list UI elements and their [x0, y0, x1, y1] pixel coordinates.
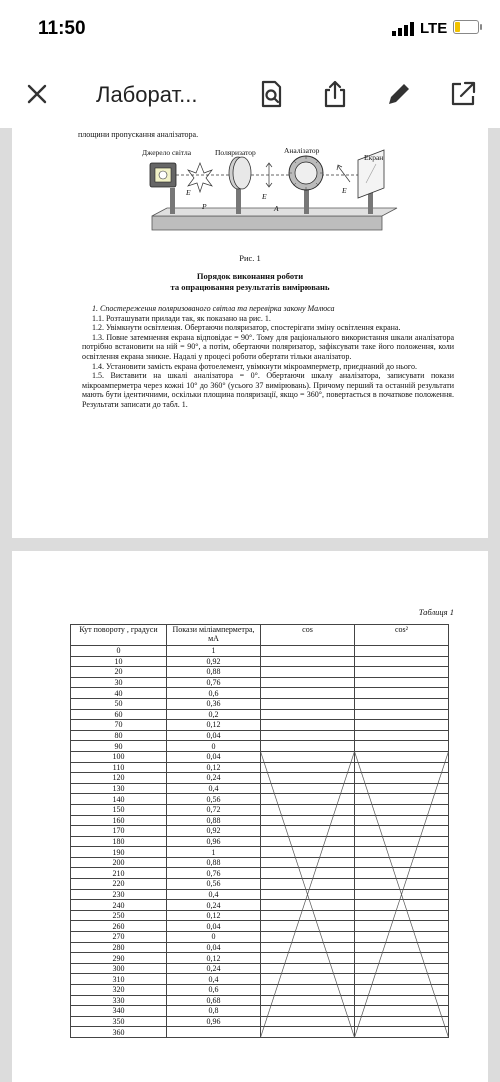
- table-row: [71, 656, 449, 667]
- cell-cos: [261, 868, 355, 879]
- cell-angle: 210: [71, 868, 167, 879]
- cell-cos2: [355, 709, 449, 720]
- table-row: [71, 720, 449, 731]
- para-3: 1.2. Увімкнути освітлення. Обертаючи поляризатор, спостерігати зміну освітлення екрана.: [92, 323, 401, 333]
- cell-current: 0,04: [167, 730, 261, 741]
- cell-cos2: [355, 698, 449, 709]
- label-a: A: [274, 204, 279, 213]
- cell-angle: 280: [71, 942, 167, 953]
- cell-angle: 180: [71, 836, 167, 847]
- cell-current: 0,04: [167, 751, 261, 762]
- cell-angle: 20: [71, 667, 167, 678]
- col-cos: cos: [261, 625, 355, 646]
- cell-cos: [261, 932, 355, 943]
- cell-cos: [261, 677, 355, 688]
- label-e2: E: [262, 192, 267, 201]
- cell-cos2: [355, 762, 449, 773]
- clock: 11:50: [38, 18, 86, 39]
- table-row: [71, 847, 449, 858]
- heading-line-2: та опрацювання результатів вимірювань: [170, 282, 330, 292]
- table-row: [71, 836, 449, 847]
- status-bar: [0, 0, 500, 62]
- cell-cos: [261, 879, 355, 890]
- cell-angle: 130: [71, 783, 167, 794]
- cell-cos: [261, 963, 355, 974]
- table-row: [71, 921, 449, 932]
- para-6: 1.5. Виставити на шкалі аналізатора = 0°. Обертаючи шкалу аналізатора, записувати покази мікроамперметра через кожні 10° до 360° (усього 37 вимірювань). Причому перший та останній результати мають бути ідентичними, оскільки площина поляризації, якщо = 360°, повертається в початкове положення. Результати записати до табл. 1.: [82, 371, 454, 409]
- table-row: [71, 783, 449, 794]
- table-row: [71, 995, 449, 1006]
- label-p: P: [202, 202, 207, 211]
- table-row: [71, 667, 449, 678]
- cell-current: 0,92: [167, 656, 261, 667]
- cell-angle: 40: [71, 688, 167, 699]
- cell-cos: [261, 942, 355, 953]
- cell-cos: [261, 783, 355, 794]
- table-row: [71, 826, 449, 837]
- label-e1: E: [186, 188, 191, 197]
- cell-cos: [261, 974, 355, 985]
- label-source: Джерело світла: [142, 148, 192, 157]
- cell-cos2: [355, 847, 449, 858]
- cell-cos2: [355, 836, 449, 847]
- table-row: [71, 698, 449, 709]
- cell-current: 0,24: [167, 773, 261, 784]
- table-row: [71, 762, 449, 773]
- cell-cos2: [355, 1027, 449, 1038]
- table-row: [71, 857, 449, 868]
- table-row: [71, 974, 449, 985]
- cell-current: 0,12: [167, 953, 261, 964]
- cell-cos2: [355, 656, 449, 667]
- cell-cos2: [355, 783, 449, 794]
- cell-cos: [261, 762, 355, 773]
- cell-current: 0,2: [167, 709, 261, 720]
- cell-cos: [261, 751, 355, 762]
- cell-current: 0,88: [167, 667, 261, 678]
- cell-cos: [261, 826, 355, 837]
- cell-current: 0,12: [167, 720, 261, 731]
- cell-cos2: [355, 889, 449, 900]
- measurement-table: [70, 624, 449, 1038]
- figure-caption: Рис. 1: [239, 253, 261, 263]
- cell-angle: 300: [71, 963, 167, 974]
- table-row: [71, 751, 449, 762]
- cell-cos2: [355, 751, 449, 762]
- cell-current: 0,24: [167, 900, 261, 911]
- cell-current: 0,12: [167, 762, 261, 773]
- cell-cos: [261, 698, 355, 709]
- cell-cos: [261, 1027, 355, 1038]
- cell-angle: 310: [71, 974, 167, 985]
- table-row: [71, 804, 449, 815]
- search-doc-icon[interactable]: [256, 79, 286, 109]
- cell-current: 1: [167, 646, 261, 657]
- cell-angle: 220: [71, 879, 167, 890]
- table-caption: Таблиця 1: [418, 607, 454, 617]
- cell-current: 0,56: [167, 794, 261, 805]
- table-row: [71, 985, 449, 996]
- cell-cos2: [355, 826, 449, 837]
- table-row: [71, 677, 449, 688]
- cell-cos: [261, 1006, 355, 1017]
- viewer-toolbar: [0, 62, 500, 129]
- cell-cos2: [355, 1006, 449, 1017]
- cell-current: 0,76: [167, 868, 261, 879]
- cell-cos: [261, 847, 355, 858]
- table-row: [71, 953, 449, 964]
- cut-caption: площини пропускання аналізатора.: [78, 130, 199, 139]
- cell-cos2: [355, 720, 449, 731]
- cell-angle: 340: [71, 1006, 167, 1017]
- cell-current: 0,88: [167, 857, 261, 868]
- cell-angle: 90: [71, 741, 167, 752]
- cell-cos2: [355, 985, 449, 996]
- cell-current: 0,4: [167, 974, 261, 985]
- signal-icon: [392, 22, 416, 36]
- cell-current: 0,12: [167, 910, 261, 921]
- cell-current: 0,96: [167, 836, 261, 847]
- table-row: [71, 709, 449, 720]
- cell-cos2: [355, 868, 449, 879]
- cell-current: 0,96: [167, 1016, 261, 1027]
- open-external-icon[interactable]: [448, 79, 478, 109]
- cell-angle: 140: [71, 794, 167, 805]
- cell-cos: [261, 741, 355, 752]
- cell-cos2: [355, 900, 449, 911]
- cell-angle: 160: [71, 815, 167, 826]
- table-row: [71, 1027, 449, 1038]
- label-polarizer: Поляризатор: [215, 148, 256, 157]
- document-title: Лаборат...: [96, 82, 198, 107]
- cell-current: [167, 1027, 261, 1038]
- table-row: [71, 942, 449, 953]
- cell-angle: 190: [71, 847, 167, 858]
- cell-current: 0,8: [167, 1006, 261, 1017]
- cell-current: 0,24: [167, 963, 261, 974]
- cell-cos2: [355, 942, 449, 953]
- cell-angle: 200: [71, 857, 167, 868]
- para-2: 1.1. Розташувати прилади так, як показано на рис. 1.: [92, 313, 271, 323]
- cell-angle: 250: [71, 910, 167, 921]
- cell-current: 1: [167, 847, 261, 858]
- cell-current: 0,88: [167, 815, 261, 826]
- cell-cos2: [355, 879, 449, 890]
- heading-line-1: Порядок виконання роботи: [196, 271, 304, 281]
- table-row: [71, 688, 449, 699]
- cell-cos: [261, 985, 355, 996]
- malus-setup-figure: [12, 128, 488, 253]
- cell-angle: 30: [71, 677, 167, 688]
- cell-cos2: [355, 646, 449, 657]
- table-row: [71, 910, 449, 921]
- cell-cos: [261, 688, 355, 699]
- cell-cos: [261, 646, 355, 657]
- cell-angle: 0: [71, 646, 167, 657]
- table-row: [71, 815, 449, 826]
- cell-current: 0,04: [167, 942, 261, 953]
- cell-angle: 150: [71, 804, 167, 815]
- cell-cos2: [355, 688, 449, 699]
- cell-cos2: [355, 921, 449, 932]
- cell-cos2: [355, 953, 449, 964]
- share-icon[interactable]: [320, 79, 350, 109]
- cell-angle: 60: [71, 709, 167, 720]
- cell-current: 0,36: [167, 698, 261, 709]
- cell-current: 0,56: [167, 879, 261, 890]
- cell-angle: 270: [71, 932, 167, 943]
- cell-current: 0,68: [167, 995, 261, 1006]
- section-heading: [12, 271, 488, 293]
- table-row: [71, 730, 449, 741]
- cell-cos2: [355, 741, 449, 752]
- network-type: LTE: [420, 20, 448, 37]
- col-current: Покази міліамперметра, мА: [167, 625, 261, 646]
- cell-current: 0: [167, 741, 261, 752]
- cell-cos2: [355, 974, 449, 985]
- table-row: [71, 794, 449, 805]
- cell-cos: [261, 900, 355, 911]
- table-row: [71, 879, 449, 890]
- cell-angle: 260: [71, 921, 167, 932]
- cell-cos: [261, 730, 355, 741]
- cell-current: 0,04: [167, 921, 261, 932]
- close-icon[interactable]: [22, 79, 52, 109]
- cell-angle: 50: [71, 698, 167, 709]
- cell-cos: [261, 667, 355, 678]
- cell-angle: 320: [71, 985, 167, 996]
- table-row: [71, 868, 449, 879]
- cell-cos: [261, 656, 355, 667]
- cell-current: 0,92: [167, 826, 261, 837]
- cell-cos2: [355, 932, 449, 943]
- cell-cos2: [355, 773, 449, 784]
- cell-cos: [261, 794, 355, 805]
- para-5: 1.4. Установити замість екрана фотоелемент, увімкнути мікроамперметр, приєднаний до нього.: [92, 361, 418, 371]
- cell-cos: [261, 720, 355, 731]
- cell-angle: 330: [71, 995, 167, 1006]
- col-angle: Кут повороту , градуси: [71, 625, 167, 646]
- document-viewport[interactable]: [0, 128, 500, 1082]
- cell-cos2: [355, 1016, 449, 1027]
- pencil-icon[interactable]: [384, 79, 414, 109]
- cell-angle: 360: [71, 1027, 167, 1038]
- cell-cos: [261, 910, 355, 921]
- cell-cos2: [355, 995, 449, 1006]
- cell-cos: [261, 836, 355, 847]
- cell-angle: 170: [71, 826, 167, 837]
- cell-current: 0: [167, 932, 261, 943]
- table-row: [71, 900, 449, 911]
- page-2: [12, 551, 488, 1082]
- instructions-text: [82, 304, 454, 410]
- cell-cos2: [355, 804, 449, 815]
- cell-cos: [261, 921, 355, 932]
- col-cos2: cos²: [355, 625, 449, 646]
- para-1: 1. Спостереження поляризованого світла та перевірка закону Малюса: [92, 304, 335, 313]
- cell-current: 0,6: [167, 985, 261, 996]
- cell-angle: 230: [71, 889, 167, 900]
- cell-cos: [261, 889, 355, 900]
- cell-cos: [261, 995, 355, 1006]
- cell-cos2: [355, 910, 449, 921]
- label-analyzer: Аналізатор: [284, 146, 320, 155]
- label-e3: E: [342, 186, 347, 195]
- table-row: [71, 1006, 449, 1017]
- cell-angle: 80: [71, 730, 167, 741]
- cell-cos2: [355, 815, 449, 826]
- battery-icon: [453, 20, 479, 34]
- cell-angle: 290: [71, 953, 167, 964]
- cell-angle: 240: [71, 900, 167, 911]
- cell-cos2: [355, 963, 449, 974]
- cell-cos2: [355, 677, 449, 688]
- cell-cos2: [355, 667, 449, 678]
- label-screen: Екран: [364, 153, 384, 162]
- table-row: [71, 932, 449, 943]
- table-row: [71, 773, 449, 784]
- table-row: [71, 963, 449, 974]
- cell-angle: 350: [71, 1016, 167, 1027]
- cell-cos2: [355, 730, 449, 741]
- cell-angle: 10: [71, 656, 167, 667]
- table-row: [71, 646, 449, 657]
- cell-cos: [261, 1016, 355, 1027]
- table-row: [71, 741, 449, 752]
- cell-cos2: [355, 794, 449, 805]
- cell-cos: [261, 804, 355, 815]
- cell-current: 0,76: [167, 677, 261, 688]
- cell-current: 0,72: [167, 804, 261, 815]
- para-4: 1.3. Повне затемнення екрана відповідає = 90°. Тому для раціонального використання шкали аналізатора потрібно встановити на ній = 90°, а потім, обертаючи поляризатор, зафіксувати таке його положення, коли освітлення екрана зникне. Надалі у процесі роботи обертати тільки аналізатор.: [82, 332, 454, 361]
- table-row: [71, 1016, 449, 1027]
- cell-angle: 120: [71, 773, 167, 784]
- cell-cos: [261, 857, 355, 868]
- cell-cos: [261, 709, 355, 720]
- cell-angle: 100: [71, 751, 167, 762]
- cell-cos2: [355, 857, 449, 868]
- cell-angle: 70: [71, 720, 167, 731]
- page-1: [12, 128, 488, 538]
- cell-cos: [261, 815, 355, 826]
- cell-cos: [261, 953, 355, 964]
- cell-current: 0,6: [167, 688, 261, 699]
- cell-angle: 110: [71, 762, 167, 773]
- table-row: [71, 889, 449, 900]
- cell-current: 0,4: [167, 783, 261, 794]
- cell-current: 0,4: [167, 889, 261, 900]
- cell-cos: [261, 773, 355, 784]
